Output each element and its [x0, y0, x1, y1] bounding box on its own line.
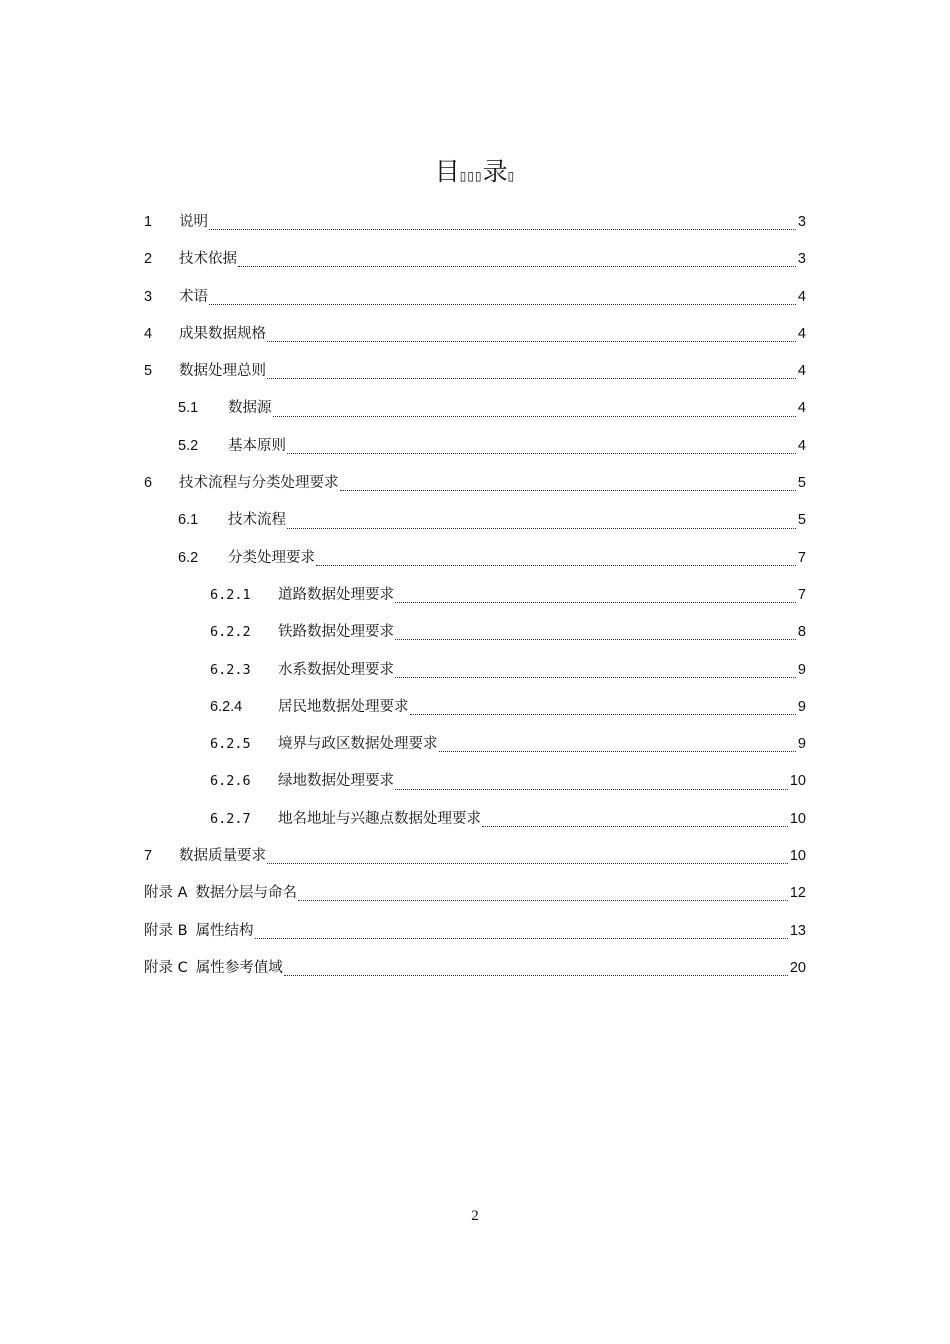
toc-title-char-1: 目 — [434, 157, 460, 186]
toc-entry-number: 4 — [144, 325, 153, 342]
toc-entry-title: 居民地数据处理要求 — [278, 698, 409, 715]
toc-entry-number: 附录 B — [144, 922, 188, 939]
toc-entry-title: 技术依据 — [179, 251, 237, 268]
toc-entry-page: 9 — [797, 736, 806, 753]
toc-title-char-2: 录 — [482, 157, 508, 186]
toc-dot-leader — [238, 266, 796, 267]
toc-entry-page: 13 — [789, 922, 806, 939]
toc-entry-title: 属性参考值域 — [195, 959, 283, 976]
toc-entry[interactable] — [144, 950, 806, 987]
toc-entry-title: 说明 — [179, 214, 208, 230]
toc-entry-title: 水系数据处理要求 — [278, 661, 394, 678]
toc-entry[interactable] — [144, 279, 806, 316]
toc-entry[interactable] — [144, 838, 806, 875]
toc-dot-leader — [482, 826, 788, 827]
toc-entry-number: 6.2 — [178, 549, 199, 566]
toc-title-trailing-glyph: ▯ — [507, 169, 516, 183]
toc-entry[interactable] — [144, 689, 806, 726]
toc-entry[interactable] — [144, 316, 806, 353]
toc-dot-leader — [209, 304, 796, 305]
toc-dot-leader — [284, 975, 788, 976]
toc-dot-leader — [395, 677, 796, 678]
toc-entry-number: 5.1 — [178, 400, 199, 417]
toc-entry-number: 5.2 — [178, 437, 199, 454]
toc-entry-number: 6.2.5 — [210, 736, 251, 753]
toc-entry[interactable] — [144, 726, 806, 763]
toc-entry-number: 6.2.4 — [210, 698, 243, 715]
toc-entry-title: 绿地数据处理要求 — [278, 773, 394, 790]
toc-entry-number: 6.2.2 — [210, 624, 251, 641]
toc-entry-page: 10 — [789, 773, 806, 790]
toc-entry-page: 7 — [797, 586, 806, 603]
toc-entry-number: 6.2.7 — [210, 810, 251, 827]
toc-entry-title: 地名地址与兴趣点数据处理要求 — [278, 810, 481, 827]
toc-entry-page: 4 — [797, 400, 806, 417]
toc-entry[interactable] — [144, 390, 806, 427]
toc-dot-leader — [209, 229, 796, 230]
toc-entry-page: 9 — [797, 698, 806, 715]
toc-entry-title: 数据质量要求 — [179, 848, 266, 865]
toc-dot-leader — [255, 938, 788, 939]
toc-entry-number: 1 — [144, 214, 153, 230]
toc-dot-leader — [287, 453, 796, 454]
toc-entry-title: 技术流程与分类处理要求 — [179, 475, 339, 492]
toc-entry-page: 10 — [789, 848, 806, 865]
toc-dot-leader — [410, 714, 796, 715]
toc-entry-page: 4 — [797, 437, 806, 454]
toc-entry-title: 基本原则 — [228, 437, 286, 454]
toc-entry-title: 数据处理总则 — [179, 363, 266, 380]
toc-entry-number: 3 — [144, 288, 153, 305]
toc-entry-number: 6.1 — [178, 512, 199, 529]
toc-dot-leader — [298, 900, 788, 901]
toc-entry[interactable] — [144, 763, 806, 800]
toc-dot-leader — [395, 602, 796, 603]
toc-entry[interactable] — [144, 204, 806, 241]
toc-entry-title: 境界与政区数据处理要求 — [278, 736, 438, 753]
toc-dot-leader — [439, 751, 796, 752]
toc-dot-leader — [395, 639, 796, 640]
toc-entry-number: 2 — [144, 251, 153, 268]
toc-entry-page: 9 — [797, 661, 806, 678]
table-of-contents — [144, 204, 806, 987]
toc-entry[interactable] — [144, 428, 806, 465]
toc-entry[interactable] — [144, 540, 806, 577]
page-number: 2 — [471, 1208, 479, 1224]
toc-entry[interactable] — [144, 241, 806, 278]
toc-entry-page: 5 — [797, 512, 806, 529]
toc-entry-page: 12 — [789, 885, 806, 902]
toc-entry-title: 铁路数据处理要求 — [278, 624, 394, 641]
toc-entry-page: 3 — [797, 251, 806, 268]
toc-entry[interactable] — [144, 913, 806, 950]
toc-entry-title: 数据源 — [228, 400, 272, 417]
toc-entry-page: 4 — [797, 288, 806, 305]
toc-entry[interactable] — [144, 465, 806, 502]
toc-dot-leader — [267, 378, 796, 379]
toc-entry[interactable] — [144, 502, 806, 539]
toc-dot-leader — [267, 863, 788, 864]
toc-entry-page: 5 — [797, 475, 806, 492]
toc-entry-page: 8 — [797, 624, 806, 641]
toc-entry[interactable] — [144, 652, 806, 689]
toc-dot-leader — [287, 528, 796, 529]
toc-entry[interactable] — [144, 875, 806, 912]
toc-dot-leader — [395, 789, 788, 790]
toc-entry-page: 3 — [797, 214, 806, 230]
toc-entry-number: 6.2.6 — [210, 773, 251, 790]
toc-entry-title: 道路数据处理要求 — [278, 586, 394, 603]
toc-dot-leader — [340, 490, 796, 491]
toc-dot-leader — [316, 565, 796, 566]
toc-entry-number: 6.2.3 — [210, 661, 251, 678]
toc-entry-number: 附录 A — [144, 885, 188, 902]
toc-entry[interactable] — [144, 614, 806, 651]
toc-entry-title: 分类处理要求 — [228, 549, 315, 566]
toc-dot-leader — [273, 416, 796, 417]
toc-title-placeholder-glyphs: ▯▯▯ — [459, 169, 483, 183]
toc-entry-number: 5 — [144, 363, 153, 380]
toc-entry[interactable] — [144, 577, 806, 614]
toc-entry-number: 附录 C — [144, 959, 188, 976]
toc-entry-number: 7 — [144, 848, 153, 865]
toc-entry-page: 7 — [797, 549, 806, 566]
toc-entry-title: 成果数据规格 — [179, 325, 266, 342]
toc-entry-title: 数据分层与命名 — [195, 885, 298, 902]
toc-title — [0, 152, 950, 196]
toc-entry-number: 6.2.1 — [210, 586, 251, 603]
toc-entry-page: 20 — [789, 959, 806, 976]
toc-entry-page: 10 — [789, 810, 806, 827]
toc-entry[interactable] — [144, 801, 806, 838]
toc-entry-page: 4 — [797, 363, 806, 380]
toc-entry-page: 4 — [797, 325, 806, 342]
toc-entry-title: 术语 — [179, 288, 208, 305]
toc-entry-title: 技术流程 — [228, 512, 286, 529]
toc-entry-title: 属性结构 — [195, 922, 254, 939]
toc-entry-number: 6 — [144, 475, 153, 492]
toc-entry[interactable] — [144, 353, 806, 390]
toc-dot-leader — [267, 341, 796, 342]
